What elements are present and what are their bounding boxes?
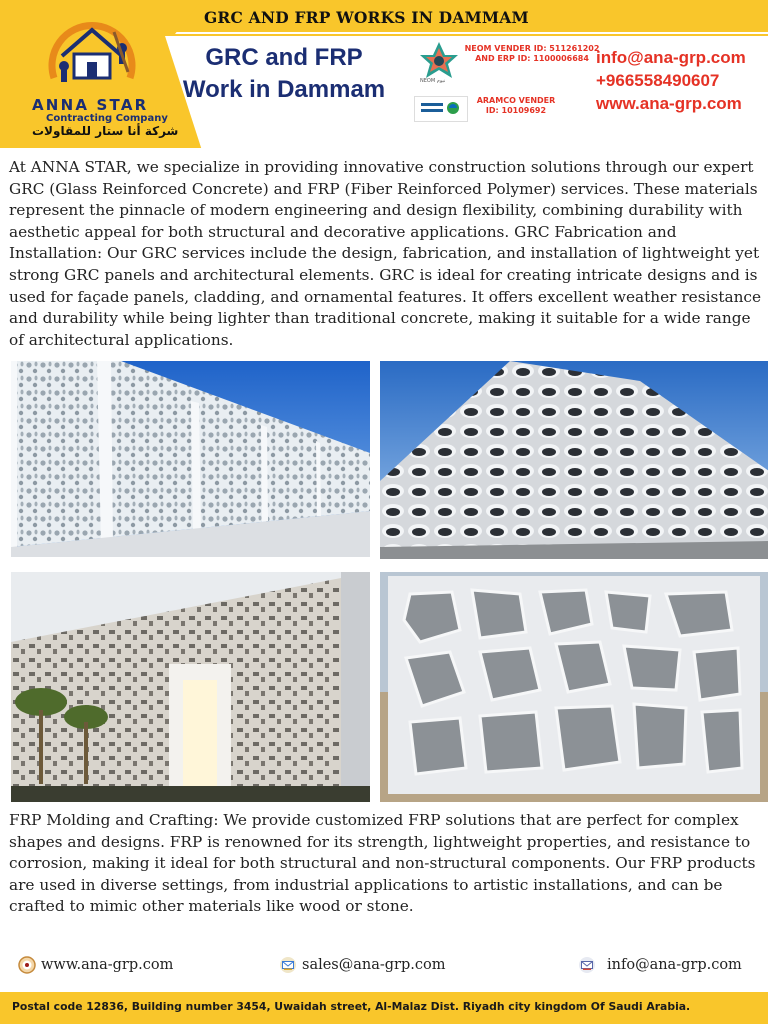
aramco-vendor-id [466,96,566,116]
footer-sales-email[interactable] [278,955,445,975]
aramco-vendor-line-2: ID: 10109692 [485,106,547,115]
grc-organic-panel-photo [380,572,768,802]
neom-vendor-line-1: NEOM VENDER ID: 511261202 [464,44,600,53]
header-email-link[interactable]: info@ana-grp.com [596,48,746,67]
footer-info-email-text[interactable]: info@ana-grp.com [607,957,742,973]
grc-screen-wall-photo [11,572,370,802]
neom-vendor-id [462,44,602,64]
mail-icon [278,955,298,975]
frp-paragraph: FRP Molding and Crafting: We provide customized FRP solutions that are perfect for complex shapes and designs. FRP is renowned for its strength, lightweight properties, and resistance to corrosion, making it ideal for both structural and non-structural components. Our FRP products are used in diverse settings, from industrial applications to artistic installations, and can be crafted to mimic other materials like wood or stone. [9,811,756,916]
logo-tagline: Contracting Company [46,113,168,124]
footer-info-email[interactable] [577,955,742,975]
banner-title: GRC AND FRP WORKS IN DAMMAM [204,8,529,27]
page-header [0,0,768,152]
page-title-line-1: GRC and FRP [205,44,363,71]
intro-paragraph: At ANNA STAR, we specialize in providing innovative construction solutions through our expert GRC (Glass Reinforced Concrete) and FRP (Fiber Reinforced Polymer) services. These materials represent the pinnacle of modern engineering and design flexibility, combining durability with aesthetic appeal for both structural and decorative applications. GRC Fabrication and Installation: Our GRC services include the design, fabrication, and installation of lightweight yet strong GRC panels and architectural elements. GRC is ideal for creating intricate designs and is used for façade panels, cladding, and ornamental features. It offers excellent weather resistance and durability while being lighter than traditional concrete, making it suitable for a wide range of architectural applications. [9,158,762,349]
page-title [178,42,390,106]
header-website-link[interactable]: www.ana-grp.com [596,94,742,113]
aramco-vendor-line-1: ARAMCO VENDER [476,96,556,105]
neom-vendor-line-2: AND ERP ID: 1100006684 [475,54,589,63]
globe-icon [17,955,37,975]
neom-logo-icon [418,40,460,82]
grc-facade-photo-2 [380,361,768,559]
page-title-line-2: Work in Dammam [182,76,386,103]
footer-address: Postal code 12836, Building number 3454, Uwaidah street, Al-Malaz Dist. Riyadh city kingdom Of Saudi Arabia. [12,1000,691,1013]
header-phone[interactable]: +966558490607 [596,71,720,90]
grc-facade-photo-1 [11,361,370,557]
logo-company-name: ANNA STAR [32,96,149,114]
footer-website[interactable] [17,955,173,975]
logo-arabic-name: شركة أنا ستار للمقاولات [32,124,179,138]
aramco-logo-icon [414,96,468,122]
neom-caption: NEOM نيوم [420,78,446,84]
mail-icon [577,955,597,975]
footer-sales-email-text[interactable]: sales@ana-grp.com [302,957,446,973]
logo-house-icon [42,8,142,92]
company-logo [18,4,179,142]
footer-website-text[interactable]: www.ana-grp.com [41,957,174,973]
